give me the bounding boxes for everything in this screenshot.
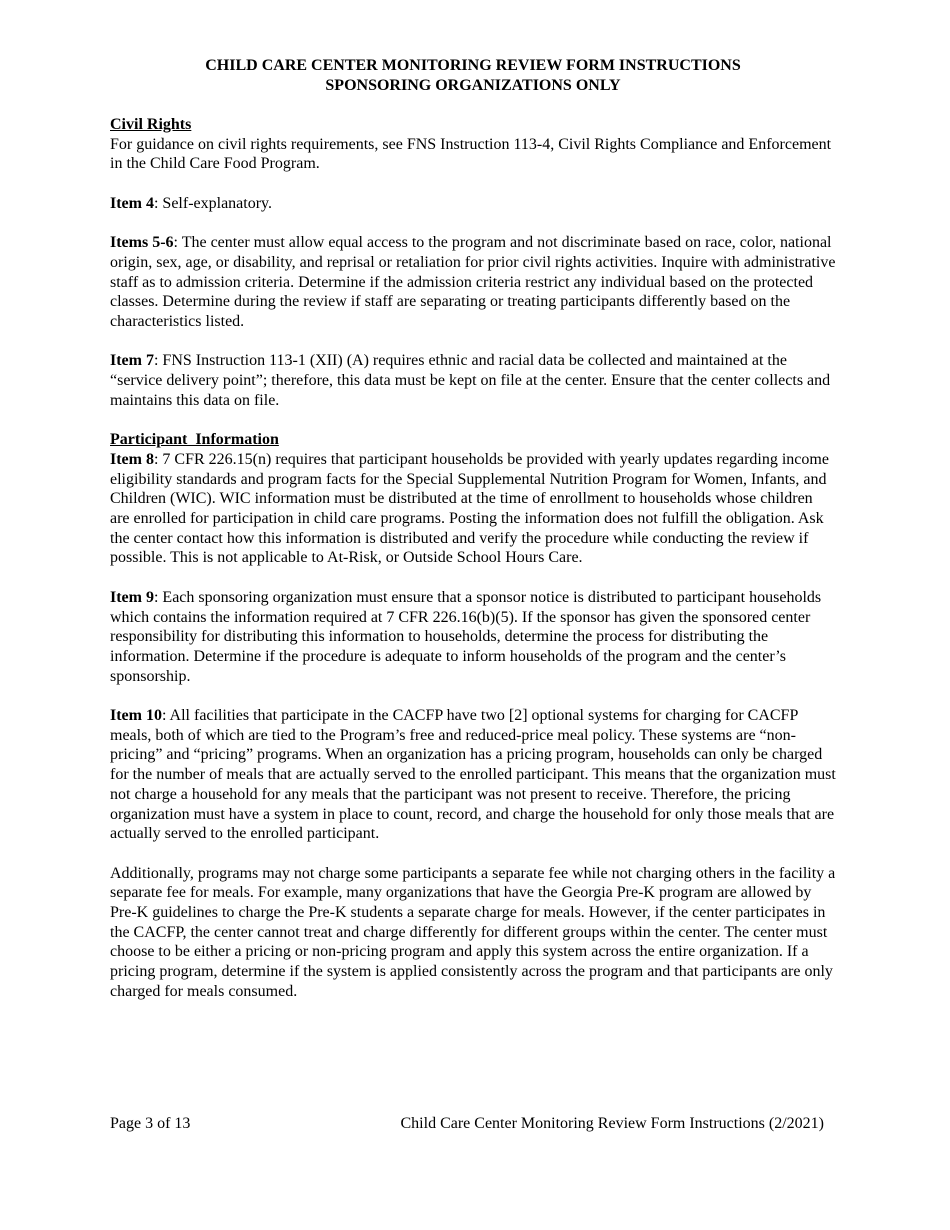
title-line-2: SPONSORING ORGANIZATIONS ONLY: [325, 76, 621, 94]
items-5-6-label: Items 5-6: [110, 234, 174, 252]
civil-rights-section: [110, 115, 836, 411]
items-5-6-paragraph: [110, 233, 836, 332]
item-10-paragraph: [110, 706, 836, 844]
item-8-text: : 7 CFR 226.15(n) requires that participant households be provided with yearly updates regarding income eligibility standards and program facts for the Special Supplemental Nutrition Program for Women, Infants, and Children (WIC). WIC information must be distributed at the time of enrollment to households whose children are enrolled for participation in child care programs. Posting the information does not fulfill the obligation. Ask the center contact how this information is distributed and verify the procedure while conducting the review if possible. This is not applicable to At-Risk, or Outside School Hours Care.: [110, 450, 829, 567]
item-7-paragraph: [110, 351, 836, 410]
item-9-label: Item 9: [110, 588, 154, 606]
civil-rights-heading: Civil Rights: [110, 116, 192, 133]
document-page: [110, 56, 836, 1021]
items-5-6-text: : The center must allow equal access to the program and not discriminate based on race, color, national origin, sex, age, or disability, and reprisal or retaliation for prior civil rights activities. Inquire with administrative staff as to admission criteria. Determine if the admission criteria restrict any individual based on the protected classes. Determine during the review if staff are separating or treating participants differently based on the characteristics listed.: [110, 234, 836, 330]
item-8-label: Item 8: [110, 450, 154, 468]
participant-information-heading: Participant Information: [110, 431, 279, 449]
page-number: Page 3 of 13: [110, 1115, 191, 1132]
item-4-text: : Self-explanatory.: [153, 194, 273, 212]
item-8-paragraph: [110, 450, 836, 568]
item-7-text: : FNS Instruction 113-1 (XII) (A) requires ethnic and racial data be collected and maintained at the “service delivery point”; therefore, this data must be kept on file at the center. Ensure that the center collects and maintains this data on file.: [110, 352, 831, 409]
item-9-text: : Each sponsoring organization must ensure that a sponsor notice is distributed to participant households which contains the information required at 7 CFR 226.16(b)(5). If the sponsor has given the sponsored center responsibility for distributing this information to households, determine the process for distributing the information. Determine if the procedure is adequate to inform households of the program and the center’s sponsorship.: [110, 588, 822, 685]
item-9-paragraph: [110, 588, 836, 687]
participant-information-section: [110, 430, 836, 1001]
title-line-1: CHILD CARE CENTER MONITORING REVIEW FORM INSTRUCTIONS: [205, 57, 741, 74]
page-footer: [110, 1114, 824, 1134]
item-4-paragraph: [110, 194, 836, 214]
additional-paragraph: Additionally, programs may not charge some participants a separate fee while not charging others in the facility a separate fee for meals. For example, many organizations that have the Georgia Pre-K program are allowed by Pre-K guidelines to charge the Pre-K students a separate charge for meals. However, if the center participates in the CACFP, the center cannot treat and charge differently for different groups within the center. The center must choose to be either a pricing or non-pricing program and apply this system across the entire organization. If a pricing program, determine if the system is applied consistently across the program and that participants are only charged for meals consumed.: [110, 864, 836, 1000]
item-7-label: Item 7: [110, 352, 154, 370]
item-4-label: Item 4: [110, 194, 154, 212]
civil-rights-intro: For guidance on civil rights requirements, see FNS Instruction 113-4, Civil Rights Compliance and Enforcement in the Child Care Food Program.: [110, 135, 832, 173]
item-10-label: Item 10: [110, 707, 162, 724]
document-title: [110, 56, 836, 95]
item-10-text: : All facilities that participate in the CACFP have two [2] optional systems for charging for CACFP meals, both of which are tied to the Program’s free and reduced-price meal policy. These systems are “non-pricing” and “pricing” programs. When an organization has a pricing program, households can only be charged for the number of meals that are actually served to the enrolled participant. This means that the organization must not charge a household for any meals that the participant was not present to receive. Therefore, the pricing organization must have a system in place to count, record, and charge the household for only those meals that are actually served to the enrolled participant.: [110, 707, 836, 843]
footer-doc-reference: Child Care Center Monitoring Review Form Instructions (2/2021): [400, 1115, 824, 1132]
